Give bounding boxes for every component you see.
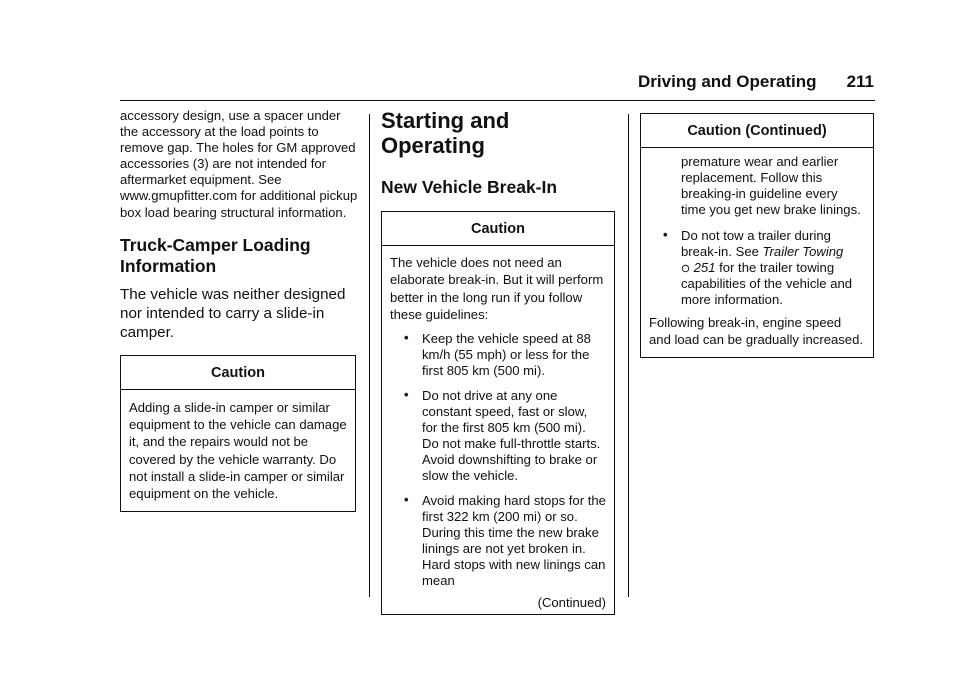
list-item: • Do not drive at any one constant speed, fast or slow, for the first 805 km (500 mi). Do not make full-throttle starts. Avoid downshifting to brake or slow the vehicle.: [404, 387, 601, 484]
column-1: [120, 108, 358, 512]
guideline-list: [390, 331, 606, 589]
caution-box-break-in: [381, 211, 615, 615]
list-item: • Keep the vehicle speed at 88 km/h (55 mph) or less for the first 805 km (500 mi).: [404, 330, 591, 379]
section-title: Driving and Operating: [638, 72, 817, 91]
page-ref[interactable]: 251: [693, 260, 716, 275]
break-in-heading: New Vehicle Break-In: [381, 177, 558, 197]
header-rule: [120, 100, 875, 101]
list-item: • Avoid making hard stops for the first 322 km (200 mi) or so. During this time the new brake linings are not yet broken in. Hard stops with new linings can mean: [404, 492, 606, 589]
column-divider-right: [628, 114, 629, 597]
continued-label: (Continued): [537, 595, 606, 611]
page-header: [0, 72, 874, 98]
truck-camper-intro: The vehicle was neither designed nor intended to carry a slide-in camper.: [120, 285, 346, 341]
closing-text: Following break-in, engine speed and load can be gradually increased.: [649, 315, 864, 348]
truck-camper-heading: Truck-Camper Loading Information: [120, 234, 311, 276]
caution-title: Caution: [382, 212, 614, 246]
caution-box-camper: [120, 355, 356, 513]
caution-title: Caution: [121, 356, 355, 390]
guideline-list: [649, 228, 865, 308]
column-divider-left: [369, 114, 370, 597]
list-item: • Do not tow a trailer during break-in. See Trailer Towing 251 for the trailer towing capabilities of the vehicle and more information.: [663, 227, 853, 307]
caution-title: Caution (Continued): [641, 114, 873, 148]
caution-intro: The vehicle does not need an elaborate break-in. But it will perform better in the long run if you follow these guidelines:: [390, 255, 604, 322]
caution-box-continued: [640, 113, 874, 358]
caution-continued-text: premature wear and earlier replacement. Follow this breaking-in guideline every time you get new brake linings.: [681, 154, 861, 217]
page-ref-icon: [681, 260, 694, 275]
continued-paragraph: accessory design, use a spacer under the accessory at the load points to remove gap. The holes for GM approved accessories (3) are not intended for aftermarket equipment. See www.gmupfitter.com for additional pickup box load bearing structural information.: [120, 108, 358, 220]
column-3: [640, 113, 876, 358]
page-number: 211: [846, 72, 874, 91]
starting-operating-heading: Starting and Operating: [381, 108, 510, 158]
trailer-towing-link[interactable]: Trailer Towing: [762, 244, 844, 259]
caution-text: Adding a slide-in camper or similar equipment to the vehicle can damage it, and the repairs would not be covered by the vehicle warranty. Do not install a slide-in camper or similar equipment on the vehicle.: [129, 399, 347, 502]
column-2: [381, 108, 617, 615]
